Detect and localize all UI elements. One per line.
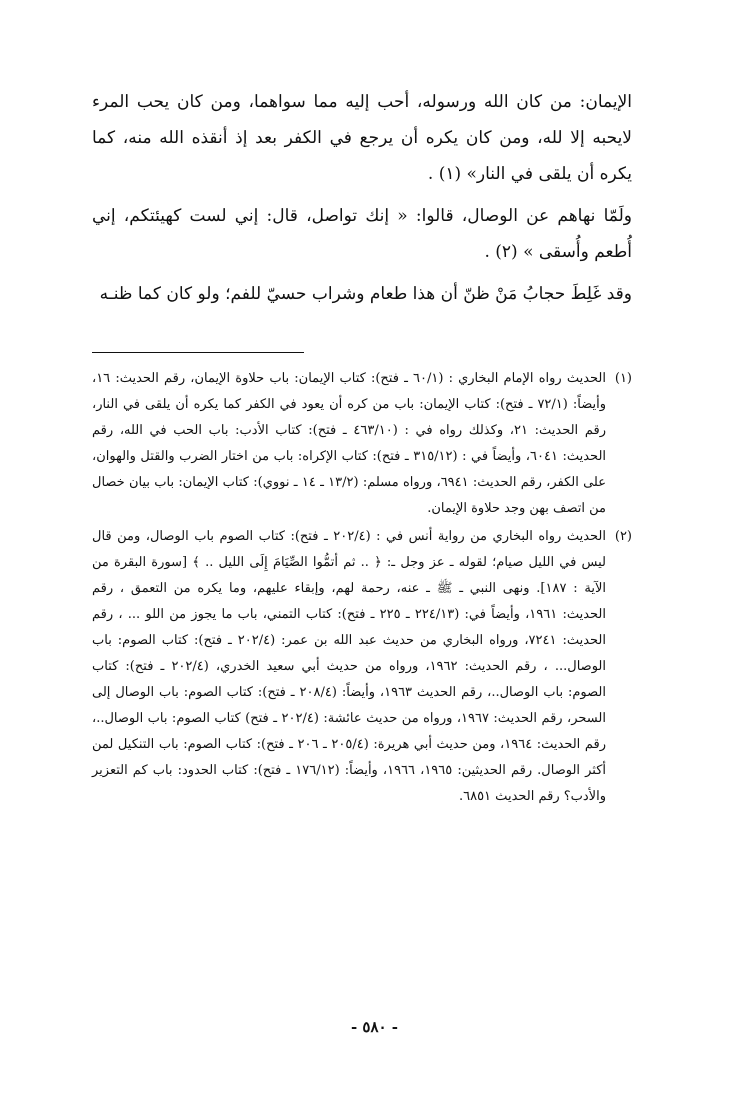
footnote-separator xyxy=(92,352,304,353)
page-number: - ٥٨٠ - xyxy=(350,1018,399,1036)
main-paragraph-3: وقد غَلِطَ حجابُ مَنْ ظنّ أن هذا طعام وشراب حسيّ للفم؛ ولو كان كما ظنـه xyxy=(99,284,632,304)
main-paragraph-1: الإيمان: من كان الله ورسوله، أحب إليه مما سواهما، ومن كان يحب المرء لايحبه إلا لله، ومن كان يكره أن يرجع في الكفر بعد إذ أنقذه الله منه، كما يكره أن يلقى في النار» (١) . xyxy=(92,92,632,184)
footnote-number-1: (١) xyxy=(614,371,632,386)
footnote-1 xyxy=(92,366,632,522)
main-paragraph-2: ولَمّا نهاهم عن الوصال، قالوا: « إنك تواصل، قال: إني لست كهيئتكم، إني أُطعم وأُسقى » (٢) . xyxy=(92,206,632,262)
footnote-text-1: الحديث رواه الإمام البخاري : (٦٠/١ ـ فتح): كتاب الإيمان: باب حلاوة الإيمان، رقم الحديث: ١٦، وأيضاً: (٧٢/١ ـ فتح): كتاب الإيمان: باب من كره أن يعود في الكفر كما يكره أن يلقى في النار، رقم الحديث: ٢١، وكذلك رواه في : (٤٦٣/١٠ ـ فتح): كتاب الأدب: باب الحب في الله، رقم الحديث: ٦٠٤١، وأيضاً في : (٣١٥/١٢ ـ فتح): كتاب الإكراه: باب من اختار الضرب والقتل والهوان، على الكفر، رقم الحديث: ٦٩٤١، ورواه مسلم: (١٣/٢ ـ ١٤ ـ نووي): كتاب الإيمان: باب بيان خصال من اتصف بهن وجد حلاوة الإيمان. xyxy=(92,371,607,516)
footnotes xyxy=(92,366,632,812)
main-text xyxy=(92,84,632,318)
footnote-2 xyxy=(92,524,632,810)
footnote-text-2: الحديث رواه البخاري من رواية أنس في : (٢٠٢/٤ ـ فتح): كتاب الصوم باب الوصال، ومن قال ليس في الليل صيام؛ لقوله ـ عز وجل ـ: ﴿ .. ثم أتمُّوا الصِّيَامَ إِلَى الليل .. ﴾ [سورة البقرة من الآية : ١٨٧]. ونهى النبي ـ ﷺ ـ عنه، رحمة لهم، وإبقاء عليهم، وما يكره من التعمق ، رقم الحديث: ١٩٦١، وأيضاً في: (٢٢٤/١٣ ـ ٢٢٥ ـ فتح): كتاب التمني، باب ما يجوز من اللو ... ، رقم الحديث: ٧٢٤١، ورواه البخاري من حديث عبد الله بن عمر: (٢٠٢/٤ ـ فتح): كتاب الصوم: باب الوصال... ، رقم الحديث: ١٩٦٢، ورواه من حديث أبي سعيد الخدري، (٢٠٢/٤ ـ فتح): كتاب الصوم: باب الوصال..، رقم الحديث ١٩٦٣، وأيضاً: (٢٠٨/٤ ـ فتح): كتاب الصوم: باب الوصال إلى السحر، رقم الحديث: ١٩٦٧، ورواه من حديث عائشة: (٢٠٢/٤ ـ فتح) كتاب الصوم: باب الوصال..، رقم الحديث: ١٩٦٤، ومن حديث أبي هريرة: (٢٠٥/٤ ـ ٢٠٦ ـ فتح): كتاب الصوم: باب التنكيل لمن أكثر الوصال. رقم الحديثين: ١٩٦٥، ١٩٦٦، وأيضاً: (١٧٦/١٢ ـ فتح): كتاب الحدود: باب كم التعزير والأدب؟ رقم الحديث ٦٨٥١. xyxy=(92,529,607,804)
footnote-number-2: (٢) xyxy=(614,529,632,544)
